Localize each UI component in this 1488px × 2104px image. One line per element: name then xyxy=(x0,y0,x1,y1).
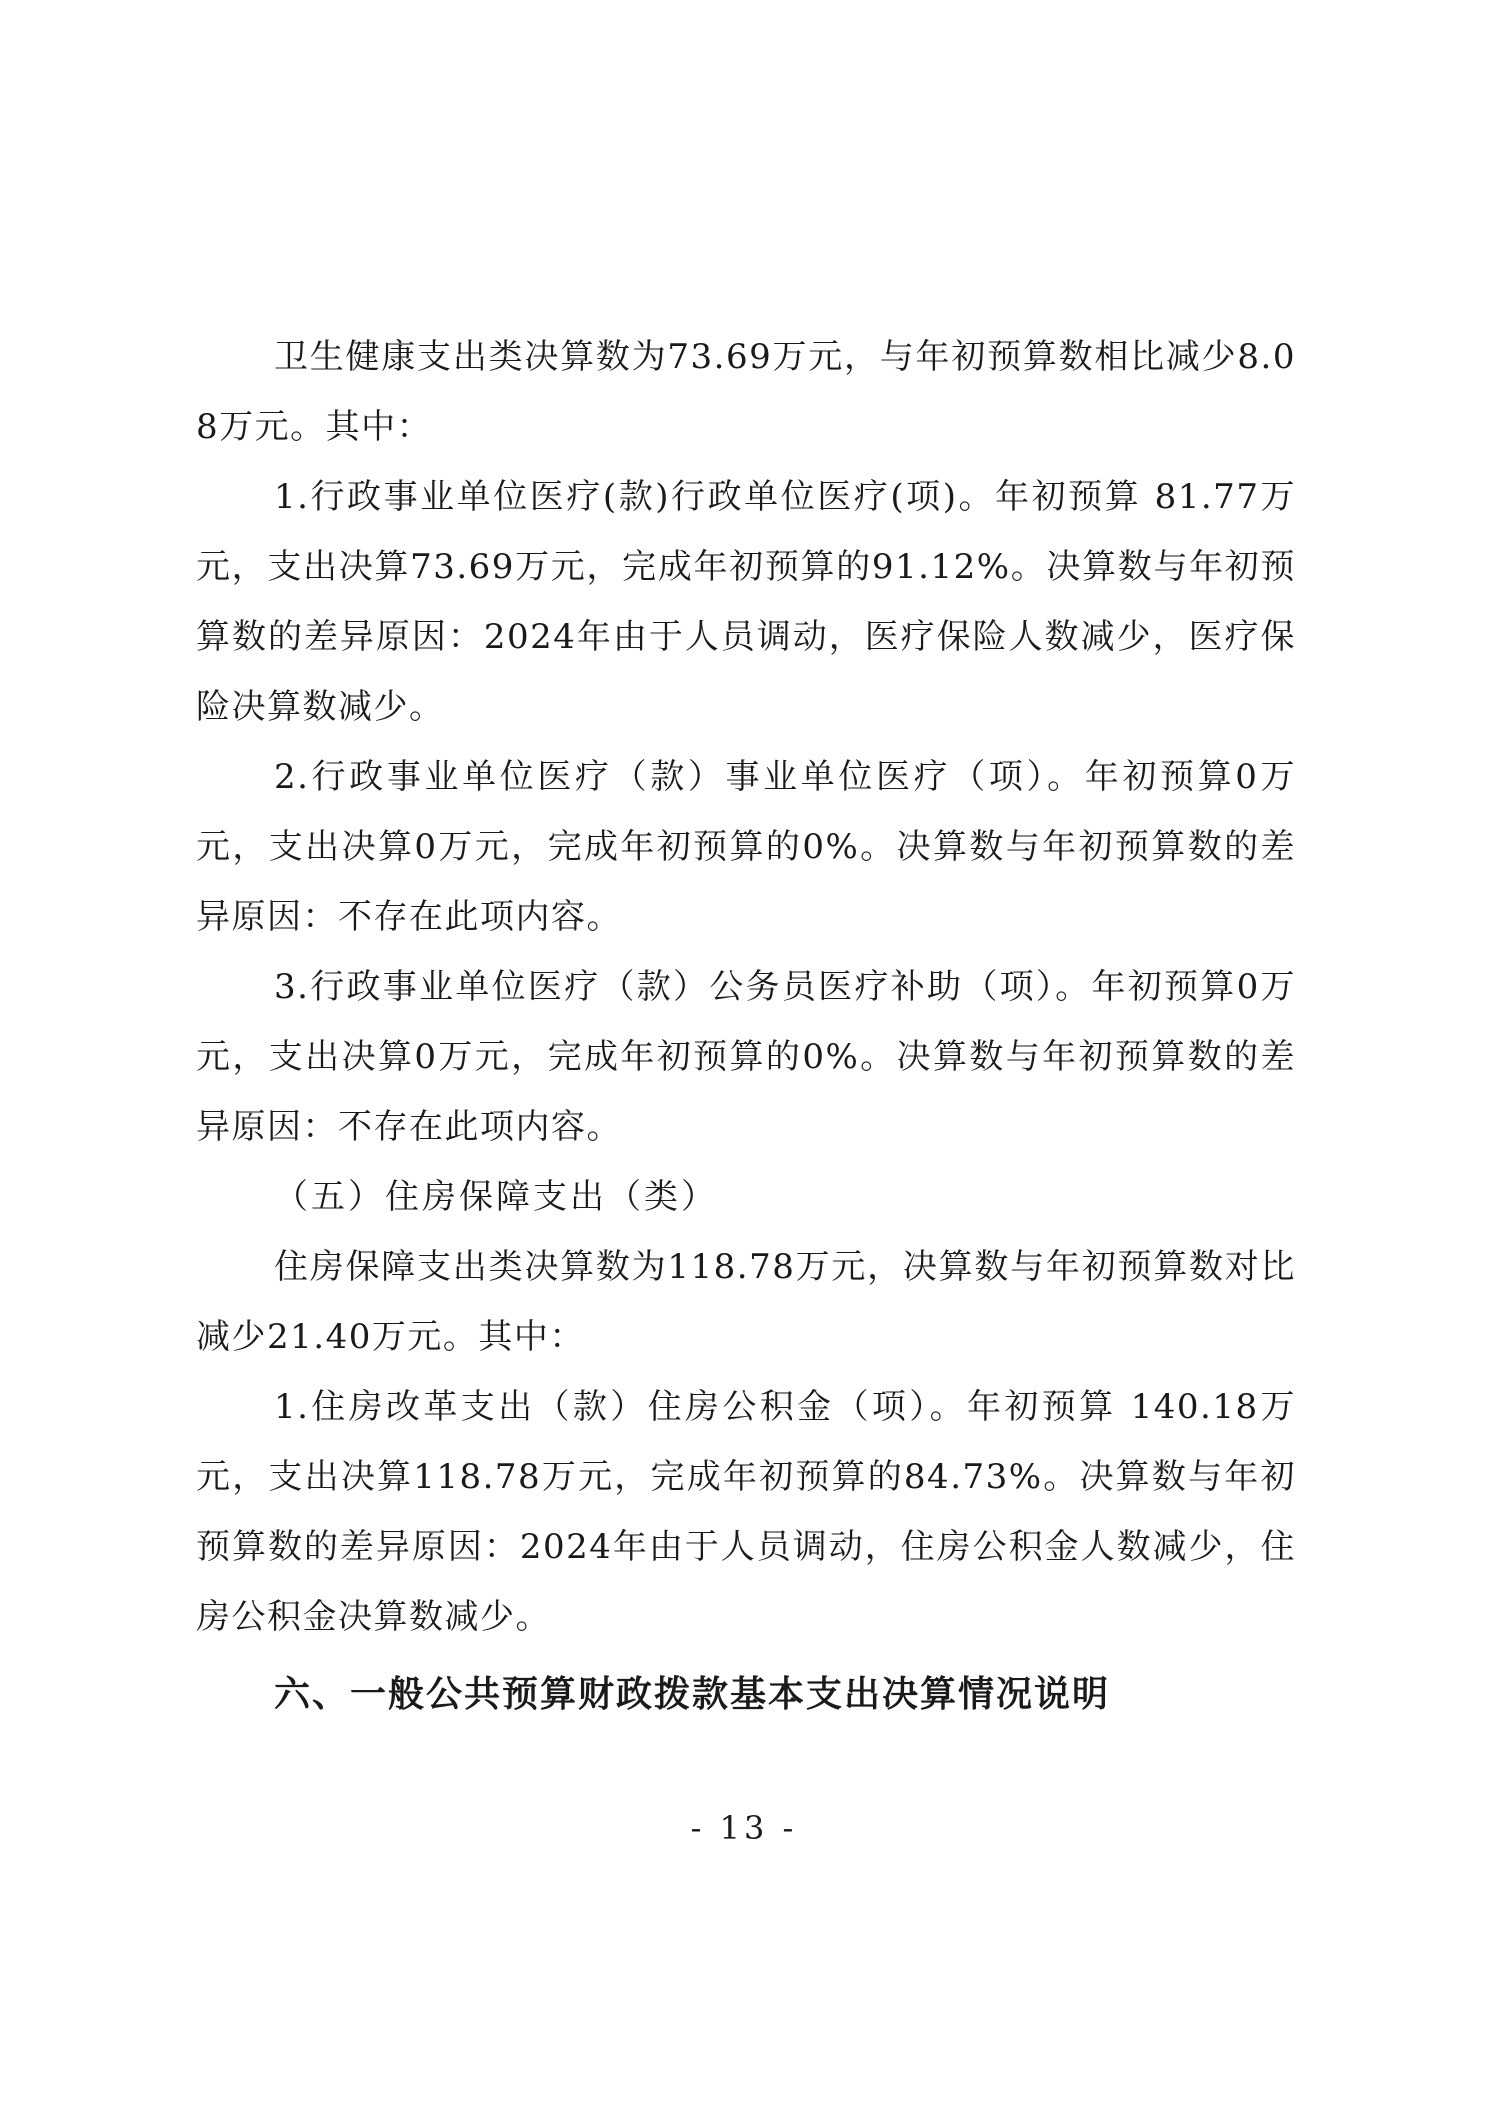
paragraph-admin-medical: 1.行政事业单位医疗(款)行政单位医疗(项)。年初预算 81.77万元，支出决算73.69万元，完成年初预算的91.12%。决算数与年初预算数的差异原因：2024年由于人员调动，医疗保险人数减少，医疗保险决算数减少。 xyxy=(196,477,1296,727)
document-body xyxy=(196,322,1296,1730)
paragraph-civil-servant-medical: 3.行政事业单位医疗（款）公务员医疗补助（项）。年初预算0万元，支出决算0万元，完成年初预算的0%。决算数与年初预算数的差异原因：不存在此项内容。 xyxy=(196,967,1296,1147)
paragraph-housing-fund: 1.住房改革支出（款）住房公积金（项）。年初预算 140.18万元，支出决算118.78万元，完成年初预算的84.73%。决算数与年初预算数的差异原因：2024年由于人员调动，住房公积金人数减少，住房公积金决算数减少。 xyxy=(196,1387,1296,1637)
paragraph-institution-medical: 2.行政事业单位医疗（款）事业单位医疗（项）。年初预算0万元，支出决算0万元，完成年初预算的0%。决算数与年初预算数的差异原因：不存在此项内容。 xyxy=(196,757,1296,937)
paragraph-housing-summary: 住房保障支出类决算数为118.78万元，决算数与年初预算数对比减少21.40万元。其中： xyxy=(196,1247,1296,1357)
section-title-basic-expenditure: 六、一般公共预算财政拨款基本支出决算情况说明 xyxy=(274,1674,1111,1715)
paragraph-health-summary: 卫生健康支出类决算数为73.69万元，与年初预算数相比减少8.08万元。其中： xyxy=(196,337,1296,447)
subheading-housing: （五）住房保障支出（类） xyxy=(274,1177,718,1217)
page-number: - 13 - xyxy=(690,1809,798,1847)
